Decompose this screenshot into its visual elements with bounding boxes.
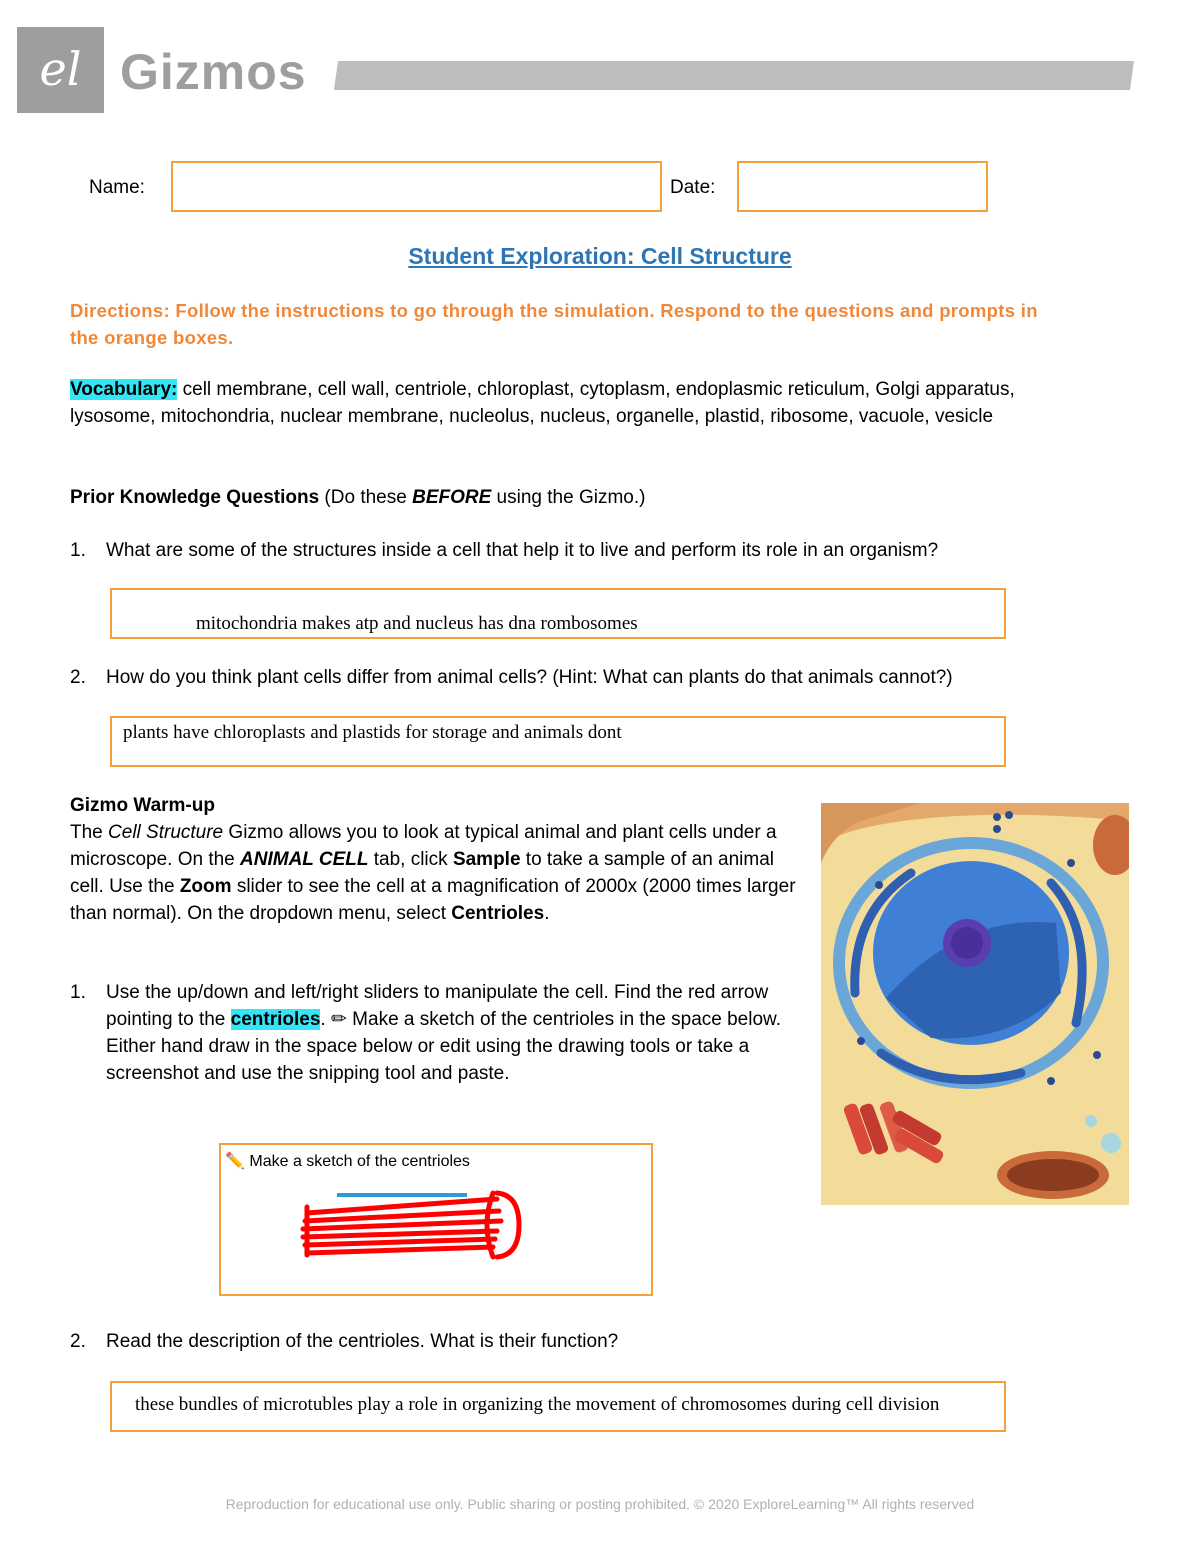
explorelearning-logo-icon: el [39, 42, 82, 96]
answer-3-text: these bundles of microtubles play a role in organizing the movement of chromosomes during cell division [135, 1394, 940, 1415]
page-title: Student Exploration: Cell Structure [408, 243, 792, 269]
warmup-q1-post: . ✏ Make a sketch of the centrioles in the space below. Either hand draw in the space below or edit using the drawing tools or take a screenshot and use the snipping tool and paste. [106, 1009, 781, 1084]
warmup-p6: . [544, 903, 550, 924]
answer-1-text: mitochondria makes atp and nucleus has dna rombosomes [196, 613, 638, 634]
prior-note-post: using the Gizmo.) [491, 487, 646, 508]
animal-cell-illustration [821, 803, 1129, 1205]
warmup-gizmo-name: Cell Structure [108, 822, 224, 843]
warmup-tab-name: ANIMAL CELL [240, 849, 369, 870]
centriole-sketch-drawing [297, 1185, 527, 1265]
question-number: 2. [70, 667, 86, 688]
warmup-question-2: Read the description of the centrioles. What is their function? [106, 1331, 619, 1352]
answer-box-1[interactable] [110, 588, 1006, 639]
name-label: Name: [89, 177, 145, 198]
warmup-q1-pre: Use the up/down and left/right sliders to manipulate the cell. Find the red arrow pointing to the [106, 982, 769, 1030]
sketch-header [225, 1151, 470, 1173]
warmup-question-1 [106, 979, 796, 1087]
answer-box-2[interactable] [110, 716, 1006, 767]
warmup-p2: Gizmo allows you to look at typical animal and plant cells under a microscope. On the [70, 822, 777, 870]
warmup-centrioles: Centrioles [451, 903, 545, 924]
warmup-p5: slider to see the cell at a magnification of 2000x (2000 times larger than normal). On the dropdown menu, select [70, 876, 796, 924]
warmup-paragraph [70, 819, 805, 927]
question-number: 2. [70, 1331, 86, 1352]
date-label: Date: [670, 177, 716, 198]
vocabulary-paragraph [70, 376, 1080, 430]
question-number: 1. [70, 540, 86, 561]
header-decorative-bar [334, 61, 1134, 90]
warmup-zoom: Zoom [179, 876, 232, 897]
question-1-text: What are some of the structures inside a cell that help it to live and perform its role in an organism? [106, 540, 939, 561]
sketch-label: Make a sketch of the centrioles [249, 1153, 470, 1170]
vocabulary-label: Vocabulary: [70, 379, 178, 400]
centrioles-highlight: centrioles [230, 1009, 321, 1030]
question-2-text: How do you think plant cells differ from animal cells? (Hint: What can plants do that animals cannot?) [106, 667, 953, 688]
prior-knowledge-heading-line [70, 484, 645, 511]
answer-2-text: plants have chloroplasts and plastids for storage and animals dont [123, 722, 622, 743]
footer-copyright: Reproduction for educational use only. Public sharing or posting prohibited. © 2020 ExploreLearning™ All rights reserved [225, 1496, 975, 1512]
directions-text: Directions: Follow the instructions to go through the simulation. Respond to the questions and prompts in the orange boxes. [70, 300, 1038, 348]
warmup-p4: to take a sample of an animal cell. Use the [70, 849, 775, 897]
pencil-icon: ✏️ [225, 1153, 245, 1170]
brand-title: Gizmos [120, 44, 307, 100]
prior-note-pre: (Do these [319, 487, 413, 508]
name-field[interactable] [171, 161, 662, 212]
warmup-p1: The [70, 822, 109, 843]
vocabulary-terms: cell membrane, cell wall, centriole, chloroplast, cytoplasm, endoplasmic reticulum, Golgi apparatus, lysosome, mitochondria, nuclear membrane, nucleolus, nucleus, organelle, plastid, ribosome, vacuole, vesicle [70, 379, 1015, 427]
date-field[interactable] [737, 161, 988, 212]
warmup-sample: Sample [452, 849, 521, 870]
prior-note-emphasis: BEFORE [412, 487, 492, 508]
centriole-sketch-box[interactable] [219, 1143, 653, 1296]
warmup-p3: tab, click [368, 849, 453, 870]
question-number: 1. [70, 982, 86, 1003]
answer-box-3[interactable] [110, 1381, 1006, 1432]
prior-knowledge-heading: Prior Knowledge Questions [70, 487, 320, 508]
warmup-heading: Gizmo Warm-up [70, 795, 215, 816]
